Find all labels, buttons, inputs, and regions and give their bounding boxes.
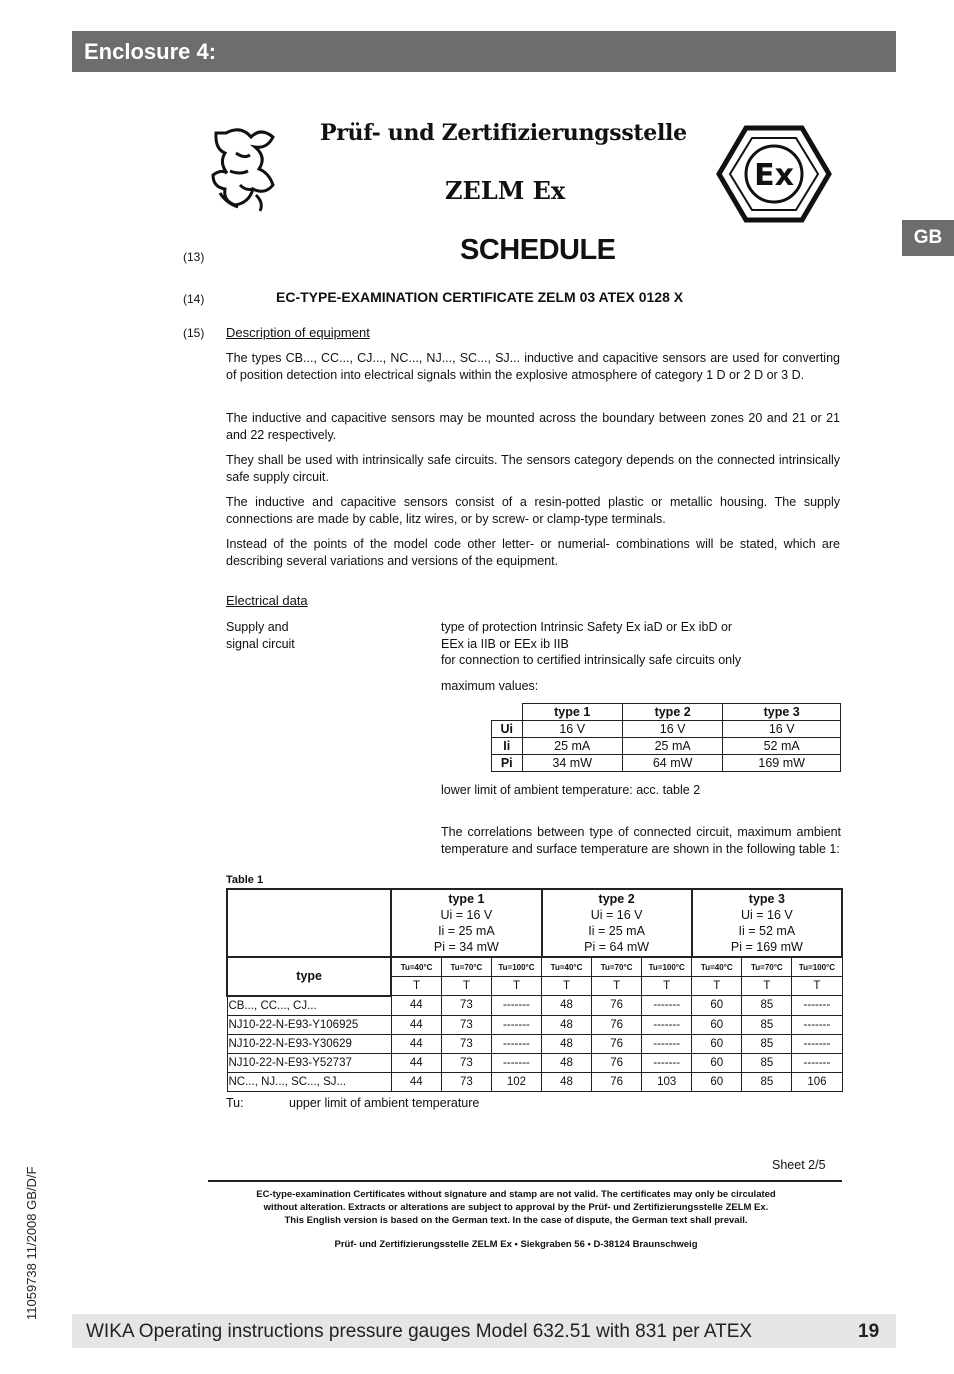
- schedule-title: SCHEDULE: [460, 234, 616, 266]
- footer-text: WIKA Operating instructions pressure gauges Model 632.51 with 831 per ATEX: [86, 1321, 753, 1342]
- table-row: NJ10-22-N-E93-Y106925 44 73 ------- 48 76 ------- 60 85 -------: [227, 1015, 842, 1034]
- org-name: Prüf- und Zertifizierungsstelle: [320, 120, 687, 146]
- divider: [208, 1180, 842, 1182]
- paragraph: Instead of the points of the model code other letter- or numerial- combinations will be stated, which are describing several variations and versions of the equipment.: [226, 537, 840, 568]
- ex-hexagon-logo: [716, 125, 832, 223]
- electrical-data-heading: Electrical data: [226, 593, 308, 608]
- lion-crest-logo: [206, 123, 284, 215]
- max-values-label: maximum values:: [441, 679, 539, 693]
- address: Prüf- und Zertifizierungsstelle ZELM Ex • Siekgraben 56 • D-38124 Braunschweig: [334, 1239, 698, 1250]
- section-14: (14): [183, 292, 205, 306]
- paragraph: The inductive and capacitive sensors may be mounted across the boundary between zones 20 and 21 or 21 and 22 respectively.: [226, 411, 840, 442]
- svg-text:Ex: Ex: [754, 158, 794, 193]
- circuit-label: Supply and signal circuit: [226, 620, 295, 651]
- table1: type 1 Ui = 16 V Ii = 25 mA Pi = 34 mW type 2 Ui = 16 V Ii = 25 mA Pi = 64 mW type 3 Ui = 16 V Ii = 52 mA Pi = 169 mW type Tu=40°C Tu=70°C Tu=100°C Tu=40°C Tu=70°C Tu=100°C Tu=40°C Tu=70°C Tu=100°C T T T T T T T T T CB..., CC..., CJ... 44 73 ------- 48 76 ------- 60 85 ------- NJ10-22-N-E93-Y106925 44 73 ------- 48 76 ------- 60 85 ------- NJ10-22-N-E93-Y30629 44 73 ------- 48 76 ------- 60 85 ------- NJ10-22-N-E93-Y52737 44 73 ------- 48 76 ------- 60 85 ------- NC..., NJ..., SC..., SJ... 44 73 102 48 76 103 60 85 106: [226, 888, 843, 1092]
- page-number: 19: [858, 1321, 880, 1342]
- fine-print: EC-type-examination Certificates without signature and stamp are not valid. The certificates may only be circulated without alteration. Extracts or alterations are subject to approval by the Prüf- und Zertifizierungsstelle ZELM Ex. This English version is based on the German text. In the case of dispute, the German text shall prevail.: [256, 1189, 776, 1226]
- description-heading: Description of equipment: [226, 325, 370, 340]
- enclosure-title-bar: Enclosure 4:: [72, 31, 896, 72]
- sheet-number: Sheet 2/5: [772, 1158, 826, 1172]
- correlation-text: The correlations between type of connected circuit, maximum ambient temperature and surface temperature are shown in the following table 1:: [441, 825, 841, 856]
- side-document-code: 11059738 11/2008 GB/D/F: [24, 1166, 39, 1320]
- protection-text: type of protection Intrinsic Safety Ex iaD or Ex ibD or EEx ia IIB or EEx ib IIB for connection to certified intrinsically safe circuits only: [441, 620, 742, 667]
- org-sub: ZELM Ex: [445, 176, 566, 205]
- table-row: CB..., CC..., CJ... 44 73 ------- 48 76 ------- 60 85 -------: [227, 996, 842, 1016]
- paragraph: The inductive and capacitive sensors consist of a resin-potted plastic or metallic housing. The supply connections are made by cable, litz wires, or by screw- or clamp-type terminals.: [226, 495, 840, 526]
- section-13: (13): [183, 250, 205, 264]
- paragraph: The types CB..., CC..., CJ..., NC..., NJ..., SC..., SJ... inductive and capacitive sensors are used for converting of position detection into electrical signals within the explosive atmosphere of category 1 D or 2 D or 3 D.: [226, 351, 840, 382]
- tu-note-text: upper limit of ambient temperature: [289, 1096, 480, 1110]
- certificate-title: EC-TYPE-EXAMINATION CERTIFICATE ZELM 03 ATEX 0128 X: [276, 289, 684, 305]
- lower-limit-text: lower limit of ambient temperature: acc. table 2: [441, 783, 701, 797]
- section-15: (15): [183, 326, 205, 340]
- max-values-table: type 1 type 2 type 3 Ui 16 V 16 V 16 V Ii 25 mA 25 mA 52 mA Pi 34 mW 64 mW 169 mW: [491, 703, 841, 772]
- table-row: NC..., NJ..., SC..., SJ... 44 73 102 48 76 103 60 85 106: [227, 1072, 842, 1091]
- language-tab-gb: GB: [902, 220, 954, 256]
- paragraph: They shall be used with intrinsically safe circuits. The sensors category depends on the connected intrinsically safe supply circuit.: [226, 453, 840, 484]
- table1-caption: Table 1: [226, 874, 264, 886]
- table-row: NJ10-22-N-E93-Y52737 44 73 ------- 48 76 ------- 60 85 -------: [227, 1053, 842, 1072]
- table-row: NJ10-22-N-E93-Y30629 44 73 ------- 48 76 ------- 60 85 -------: [227, 1034, 842, 1053]
- tu-note-label: Tu:: [226, 1096, 244, 1110]
